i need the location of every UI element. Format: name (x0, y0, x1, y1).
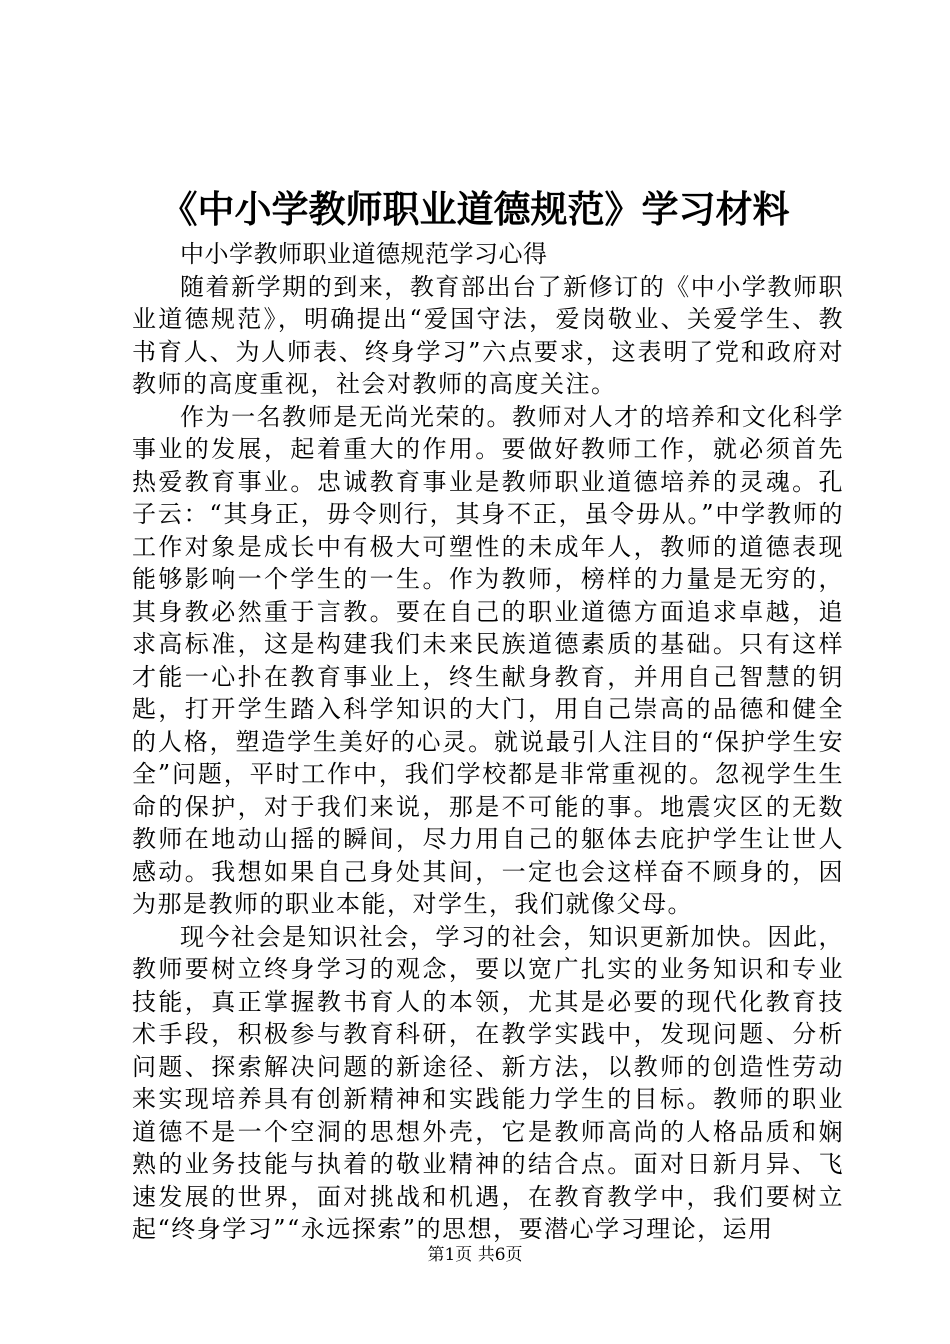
document-subtitle: 中小学教师职业道德规范学习心得 (180, 240, 548, 268)
document-body (132, 238, 844, 1246)
paragraph-3: 现今社会是知识社会，学习的社会，知识更新加快。因此，教师要树立终身学习的观念，要以宽广扎实的业务知识和专业技能，真正掌握教书育人的本领，尤其是必要的现代化教育技术手段，积极参与教育科研，在教学实践中，发现问题、分析问题、探索解决问题的新途径、新方法，以教师的创造性劳动来实现培养具有创新精神和实践能力学生的目标。教师的职业道德不是一个空洞的思想外壳，它是教师高尚的人格品质和娴熟的业务技能与执着的敬业精神的结合点。面对日新月异、飞速发展的世界，面对挑战和机遇，在教育教学中，我们要树立起“终身学习”“永远探索”的思想，要潜心学习理论，运用 (132, 922, 844, 1243)
paragraph-1: 随着新学期的到来，教育部出台了新修订的《中小学教师职业道德规范》，明确提出“爱国守法，爱岗敬业、关爱学生、教书育人、为人师表、终身学习”六点要求，这表明了党和政府对教师的高度重视，社会对教师的高度关注。 (132, 272, 844, 398)
page-number-footer: 第1页 共6页 (427, 1245, 523, 1265)
paragraph-2: 作为一名教师是无尚光荣的。教师对人才的培养和文化科学事业的发展，起着重大的作用。要做好教师工作，就必须首先热爱教育事业。忠诚教育事业是教师职业道德培养的灵魂。孔子云：“其身正，毋令则行，其身不正，虽令毋从。”中学教师的工作对象是成长中有极大可塑性的未成年人，教师的道德表现能够影响一个学生的一生。作为教师，榜样的力量是无穷的，其身教必然重于言教。要在自己的职业道德方面追求卓越，追求高标准，这是构建我们未来民族道德素质的基础。只有这样才能一心扑在教育事业上，终生献身教育，并用自己智慧的钥匙，打开学生踏入科学知识的大门，用自己崇高的品德和健全的人格，塑造学生美好的心灵。就说最引人注目的“保护学生安全”问题，平时工作中，我们学校都是非常重视的。忽视学生生命的保护，对于我们来说，那是不可能的事。地震灾区的无数教师在地动山摇的瞬间，尽力用自己的躯体去庇护学生让世人感动。我想如果自己身处其间，一定也会这样奋不顾身的，因为那是教师的职业本能，对学生，我们就像父母。 (132, 402, 844, 918)
page-title: 《中小学教师职业道德规范》学习材料 (160, 187, 790, 231)
